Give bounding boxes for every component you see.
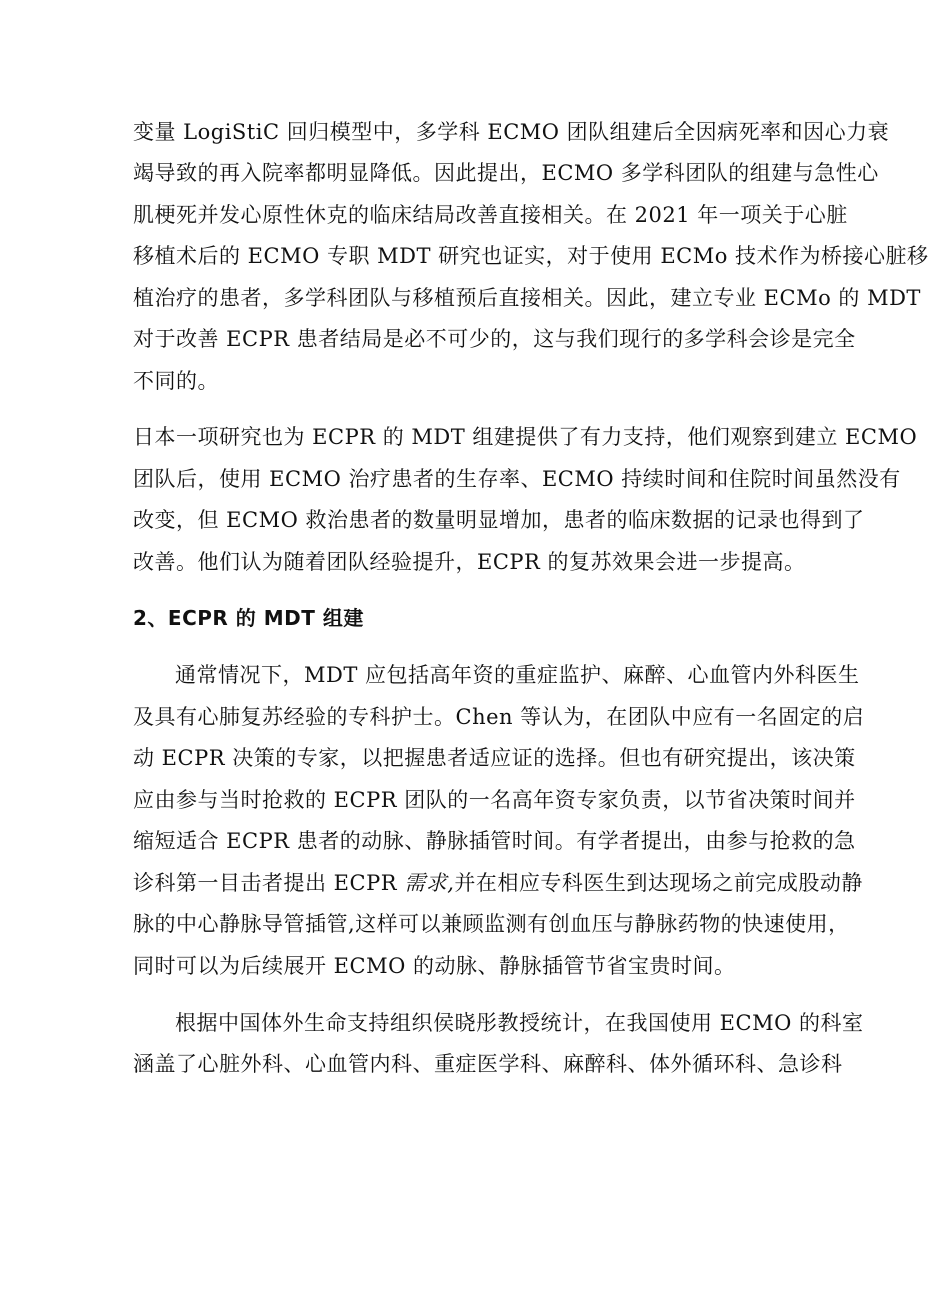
paragraph-1-line-4: 移植术后的 ECMO 专职 MDT 研究也证实，对于使用 ECMo 技术作为桥接心脏移: [133, 244, 929, 268]
paragraph-1-line-2: 竭导致的再入院率都明显降低。因此提出，ECMO 多学科团队的组建与急性心: [133, 161, 879, 185]
paragraph-3-line-5: 缩短适合 ECPR 患者的动脉、静脉插管时间。有学者提出，由参与抢救的急: [133, 829, 856, 853]
paragraph-3-line-1: 通常情况下，MDT 应包括高年资的重症监护、麻醉、心血管内外科医生: [175, 663, 860, 687]
paragraph-2-line-2: 团队后，使用 ECMO 治疗患者的生存率、ECMO 持续时间和住院时间虽然没有: [133, 467, 901, 491]
paragraph-1-line-7: 不同的。: [133, 369, 219, 393]
paragraph-3-line-4: 应由参与当时抢救的 ECPR 团队的一名高年资专家负责，以节省决策时间并: [133, 788, 856, 812]
paragraph-3-line-8: 同时可以为后续展开 ECMO 的动脉、静脉插管节省宝贵时间。: [133, 954, 736, 978]
paragraph-1-line-6: 对于改善 ECPR 患者结局是必不可少的，这与我们现行的多学科会诊是完全: [133, 327, 856, 351]
paragraph-3-line-3: 动 ECPR 决策的专家，以把握患者适应证的选择。但也有研究提出，该决策: [133, 746, 856, 770]
paragraph-4-line-2: 涵盖了心脏外科、心血管内科、重症医学科、麻醉科、体外循环科、急诊科: [133, 1052, 843, 1076]
paragraph-3-line-6: [133, 863, 863, 903]
paragraph-1-line-1: 变量 LogiStiC 回归模型中，多学科 ECMO 团队组建后全因病死率和因心力衰: [133, 120, 890, 144]
paragraph-1-line-3: 肌梗死并发心原性休克的临床结局改善直接相关。在 2021 年一项关于心脏: [133, 203, 848, 227]
paragraph-2-line-1: 日本一项研究也为 ECPR 的 MDT 组建提供了有力支持，他们观察到建立 ECMO: [133, 425, 918, 449]
paragraph-1-line-5: 植治疗的患者，多学科团队与移植预后直接相关。因此，建立专业 ECMo 的 MDT: [133, 286, 921, 310]
paragraph-2-line-4: 改善。他们认为随着团队经验提升，ECPR 的复苏效果会进一步提高。: [133, 550, 806, 574]
section-heading: 2、ECPR 的 MDT 组建: [133, 606, 364, 630]
paragraph-3-line-7: 脉的中心静脉导管插管,这样可以兼顾监测有创血压与静脉药物的快速使用，: [133, 912, 850, 936]
paragraph-2-line-3: 改变，但 ECMO 救治患者的数量明显增加，患者的临床数据的记录也得到了: [133, 508, 865, 532]
paragraph-3-line-6-before: 诊科第一目击者提出 ECPR: [133, 871, 405, 895]
paragraph-3-line-6-after: 并在相应专科医生到达现场之前完成股动静: [454, 871, 863, 895]
paragraph-3-line-6-italic: 需求,: [404, 871, 455, 895]
paragraph-3-line-2: 及具有心肺复苏经验的专科护士。Chen 等认为，在团队中应有一名固定的启: [133, 705, 865, 729]
paragraph-4-line-1: 根据中国体外生命支持组织侯晓彤教授统计，在我国使用 ECMO 的科室: [175, 1011, 864, 1035]
